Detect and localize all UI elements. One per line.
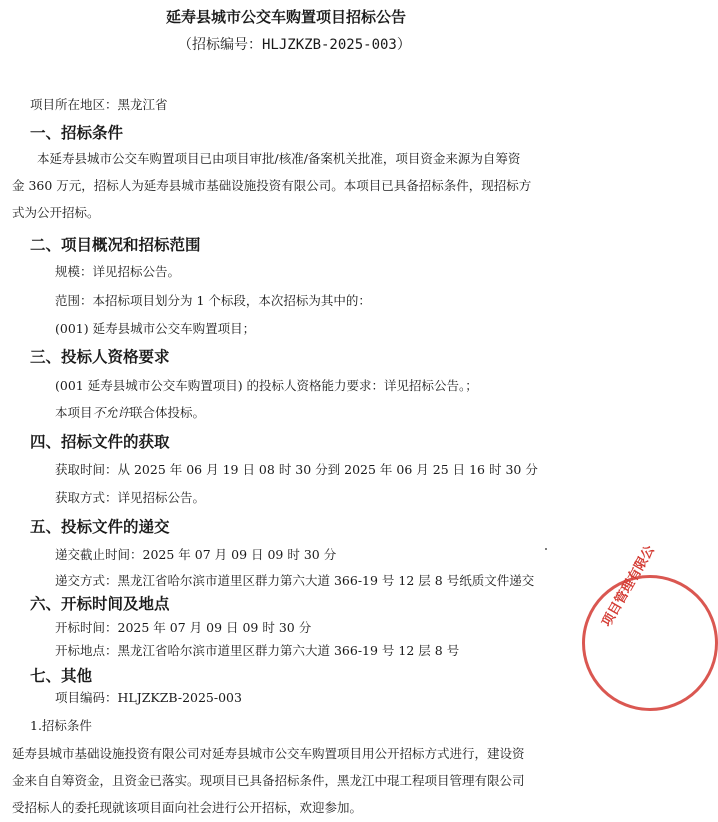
section-1-heading: 一、招标条件 <box>30 124 124 142</box>
section-2-scope: 范围：本招标项目划分为 1 个标段，本次招标为其中的： <box>55 293 371 308</box>
notice-title: 延寿县城市公交车购置项目招标公告 <box>166 8 407 26</box>
section-5-deadline: 递交截止时间：2025 年 07 月 09 日 09 时 30 分 <box>55 547 337 562</box>
section-7-heading: 七、其他 <box>30 667 93 685</box>
section-6-place: 开标地点：黑龙江省哈尔滨市道里区群力第六大道 366-19 号 12 层 8 号 <box>55 643 460 658</box>
joint-prefix: 本项目 <box>55 405 93 420</box>
section-6-time: 开标时间：2025 年 07 月 09 日 09 时 30 分 <box>55 620 312 635</box>
joint-emphasis: 不允许 <box>92 405 131 420</box>
section-1-paragraph: 本延寿县城市公交车购置项目已由项目审批/核准/备案机关批准，项目资金来源为自筹资金 360 万元，招标人为延寿县城市基础设施投资有限公司。本项目已具备招标条件，现招标方式为公开招标。 <box>12 151 532 220</box>
notice-code-line: （招标编号：HLJZKZB-2025-003） <box>178 37 411 53</box>
official-seal-text: 项目管理有限公 <box>599 543 658 630</box>
section-3-heading: 三、投标人资格要求 <box>30 348 170 366</box>
extra-paragraph: 延寿县城市基础设施投资有限公司对延寿县城市公交车购置项目用公开招标方式进行，建设资金来自自筹资金，且资金已落实。现项目已具备招标条件，黑龙江中琨工程项目管理有限公司受招标人的委托现就该项目面向社会进行公开招标，欢迎参加。 <box>12 746 525 815</box>
scan-speck <box>545 548 547 550</box>
section-3-joint-bid <box>55 403 205 421</box>
section-7-code: 项目编码：HLJZKZB-2025-003 <box>55 690 242 705</box>
section-6-heading: 六、开标时间及地点 <box>30 595 170 613</box>
section-4-heading: 四、招标文件的获取 <box>30 433 170 451</box>
section-3-requirement: (001 延寿县城市公交车购置项目) 的投标人资格能力要求：详见招标公告。； <box>55 378 478 393</box>
section-4-time: 获取时间：从 2025 年 06 月 19 日 08 时 30 分到 2025 年 06 月 25 日 16 时 30 分 <box>55 462 538 477</box>
official-seal <box>582 575 718 711</box>
section-2-scale: 规模：详见招标公告。 <box>55 264 181 279</box>
joint-suffix: 联合体投标。 <box>130 405 206 420</box>
section-4-method: 获取方式：详见招标公告。 <box>55 490 206 505</box>
extra-heading: 1.招标条件 <box>30 718 92 733</box>
section-5-heading: 五、投标文件的递交 <box>30 518 170 536</box>
section-2-heading: 二、项目概况和招标范围 <box>30 236 201 254</box>
section-5-method: 递交方式：黑龙江省哈尔滨市道里区群力第六大道 366-19 号 12 层 8 号纸质文件递交 <box>55 573 535 588</box>
section-2-lot: (001) 延寿县城市公交车购置项目； <box>55 321 256 336</box>
project-region: 项目所在地区：黑龙江省 <box>30 97 168 112</box>
